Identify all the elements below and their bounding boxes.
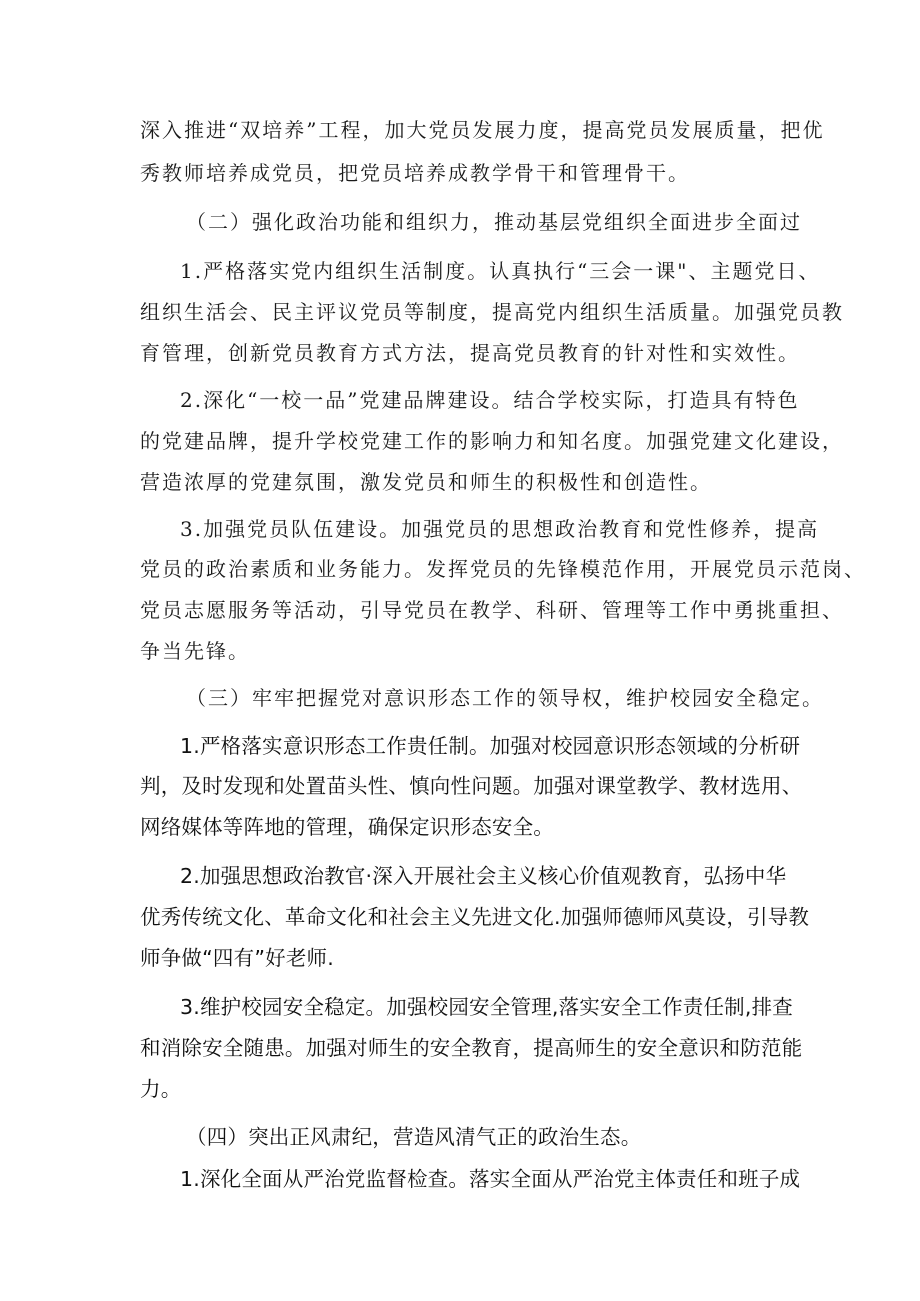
paragraph-line: 1.深化全面从严治党监督检查。落实全面从严治党主体责任和班子成 — [180, 1167, 801, 1191]
paragraph-line: 党员的政治素质和业务能力。发挥党员的先锋模范作用，开展党员示范岗、 — [140, 557, 866, 581]
paragraph-line: 和消除安全随患。加强对师生的安全教育，提高师生的安全意识和防范能 — [140, 1036, 803, 1060]
paragraph-line: 党员志愿服务等活动，引导党员在教学、科研、管理等工作中勇挑重担、 — [140, 598, 844, 622]
paragraph-line: 的党建品牌，提升学校党建工作的影响力和知名度。加强党建文化建设， — [140, 429, 844, 453]
paragraph-line: 争当先锋。 — [140, 639, 250, 663]
section-heading: （三）牢牢把握党对意识形态工作的领导权，维护校园安全稳定。 — [186, 686, 824, 710]
paragraph-line: 1.严格落实党内组织生活制度。认真执行“三会一课"、主题党日、 — [180, 259, 821, 283]
paragraph-line: 2.加强思想政治教官·深入开展社会主义核心价值观教育，弘扬中华 — [180, 864, 787, 888]
paragraph-line: 判，及时发现和处置苗头性、慎向性问题。加强对课堂教学、教材选用、 — [140, 774, 803, 798]
section-heading: （四）突出正风肃纪，营造风清气正的政治生态。 — [186, 1125, 642, 1149]
paragraph-line: 网络媒体等阵地的管理，确保定识形态安全。 — [140, 815, 554, 839]
paragraph-line: 师争做“四有”好老师. — [140, 946, 334, 970]
paragraph-line: 优秀传统文化、革命文化和社会主义先进文化.加强师德师风莫设，引导教 — [140, 905, 810, 929]
paragraph-line: 3.加强党员队伍建设。加强党员的思想政治教育和党性修养，提高 — [180, 517, 820, 541]
paragraph-line: 力。 — [140, 1077, 182, 1101]
paragraph-line: 1.严格落实意识形态工作贵任制。加强对校园意识形态领域的分析研 — [180, 734, 801, 758]
paragraph-line: 深入推进“双培养”工程，加大党员发展力度，提高党员发展质量，把优 — [140, 118, 825, 142]
section-heading: （二）强化政治功能和组织力，推动基层党组织全面进步全面过 — [186, 210, 802, 234]
paragraph-line: 2.深化“一校一品”党建品牌建设。结合学校实际，打造具有特色 — [180, 388, 800, 412]
paragraph-line: 营造浓厚的党建氛围，激发党员和师生的积极性和创造性。 — [140, 470, 712, 494]
paragraph-line: 组织生活会、民主评议党员等制度，提高党内组织生活质量。加强党员教 — [140, 300, 844, 324]
paragraph-line: 3.维护校园安全稳定。加强校园安全管理,落实安全工作责任制,排查 — [180, 995, 793, 1019]
paragraph-line: 育管理，创新党员教育方式方法，提高党员教育的针对性和实效性。 — [140, 341, 800, 365]
paragraph-line: 秀教师培养成党员，把党员培养成教学骨干和管理骨干。 — [140, 161, 690, 185]
